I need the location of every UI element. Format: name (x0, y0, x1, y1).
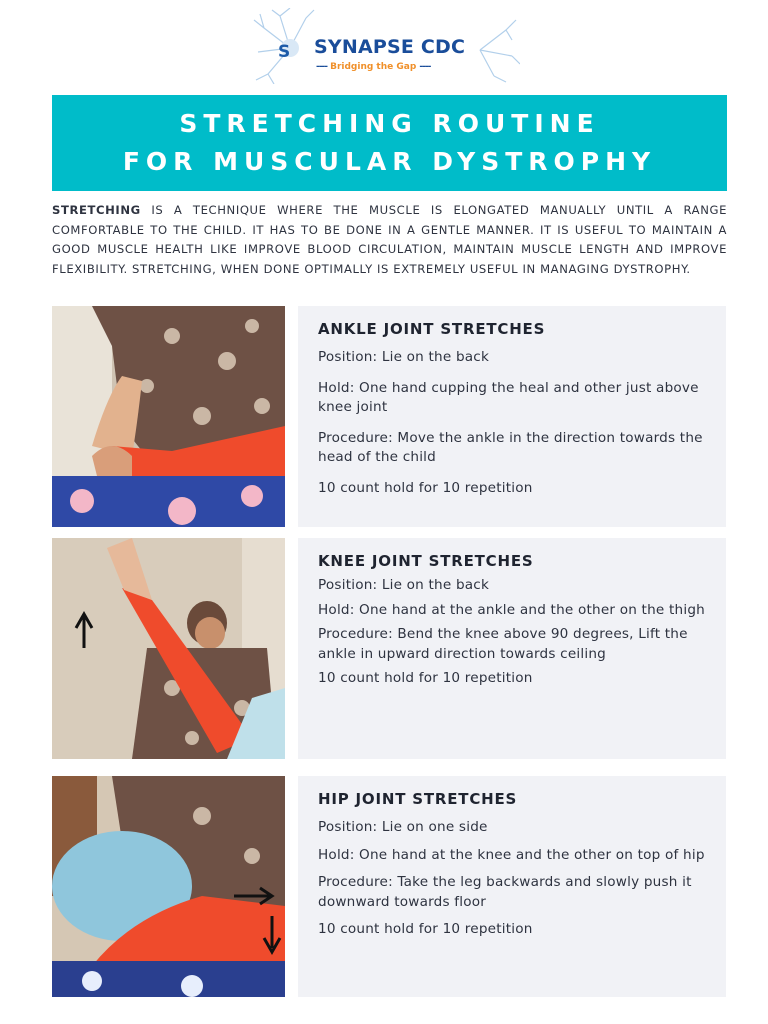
section-position: Position: Lie on one side (318, 819, 488, 835)
section-hold: Hold: One hand at the knee and the other on top of hip (318, 846, 705, 863)
section-count: 10 count hold for 10 repetition (318, 921, 533, 937)
title-line-2: FOR MUSCULAR DYSTROPHY (122, 147, 657, 176)
section-hold: Hold: One hand at the ankle and the other on the thigh (318, 601, 705, 618)
section-count: 10 count hold for 10 repetition (318, 670, 533, 686)
intro-paragraph (52, 201, 727, 279)
ankle-stretch-card (298, 306, 726, 527)
section-procedure: Procedure: Take the leg backwards and slowly push it downward towards floor (318, 874, 692, 910)
section-count: 10 count hold for 10 repetition (318, 479, 533, 496)
section-title: ANKLE JOINT STRETCHES (318, 320, 546, 338)
section-position: Position: Lie on the back (318, 349, 490, 365)
ankle-stretch-photo (52, 306, 285, 527)
brand-tagline: ---- Bridging the Gap ---- (316, 62, 431, 72)
section-procedure: Procedure: Move the ankle in the direction towards the head of the child (318, 429, 703, 465)
intro-text: IS A TECHNIQUE WHERE THE MUSCLE IS ELONGATED MANUALLY UNTIL A RANGE COMFORTABLE TO THE CHILD. IT HAS TO BE DONE IN A GENTLE MANNER. IT IS USEFUL TO MAINTAIN A GOOD MUSCLE HEALTH LIKE IMPROVE BLOOD CIRCULATION, MAINTAIN MUSCLE LENGTH AND IMPROVE FLEXIBILITY. STRETCHING, WHEN DONE OPTIMALLY IS EXTREMELY USEFUL IN MANAGING DYSTROPHY. (52, 203, 727, 276)
knee-stretch-photo (52, 538, 285, 759)
title-banner (52, 95, 727, 191)
hip-stretch-photo (52, 776, 285, 997)
section-title: HIP JOINT STRETCHES (318, 790, 518, 808)
section-position: Position: Lie on the back (318, 577, 490, 593)
knee-stretch-card (298, 538, 726, 759)
section-procedure: Procedure: Bend the knee above 90 degrees, Lift the ankle in upward direction towards ceiling (318, 626, 688, 662)
brand-logo (250, 8, 520, 84)
logo-mark-icon: S (278, 42, 291, 62)
section-title: KNEE JOINT STRETCHES (318, 552, 534, 570)
intro-keyword: STRETCHING (52, 203, 141, 217)
section-hold: Hold: One hand cupping the heal and other just above knee joint (318, 379, 699, 415)
hip-stretch-card (298, 776, 726, 997)
title-line-1: STRETCHING ROUTINE (179, 109, 600, 138)
brand-name: SYNAPSE CDC (314, 36, 466, 58)
